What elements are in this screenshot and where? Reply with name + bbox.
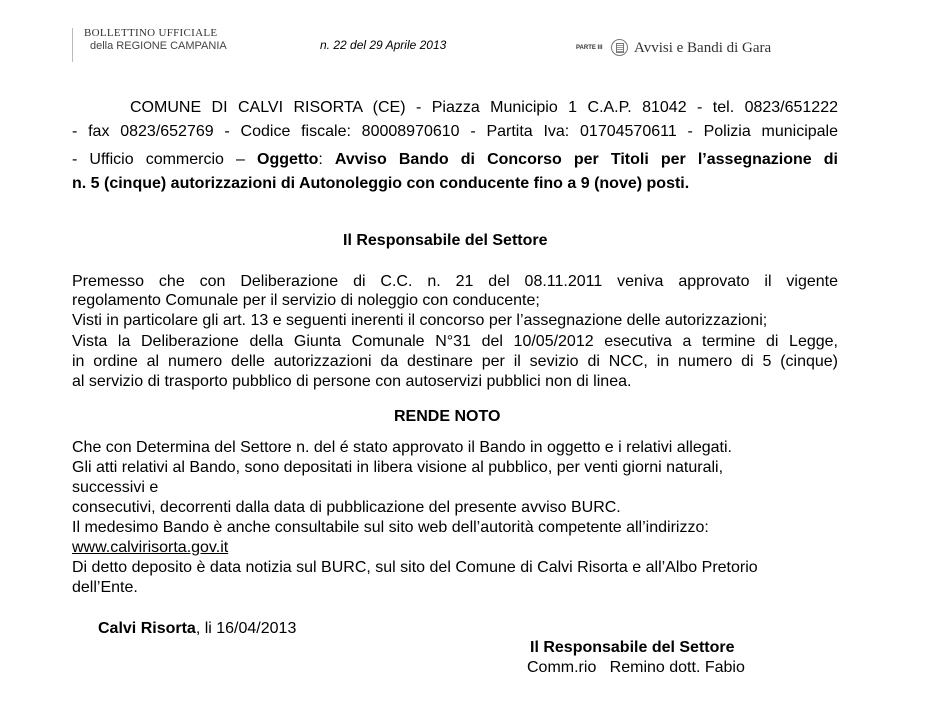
heading-responsabile: Il Responsabile del Settore bbox=[343, 232, 548, 249]
heading-rende-noto: RENDE NOTO bbox=[394, 408, 501, 425]
premise-line: Visti in particolare gli art. 13 e seguenti inerenti il concorso per l’assegnazione delle autorizzazioni; bbox=[72, 312, 768, 329]
intro-line bbox=[72, 150, 838, 170]
section-title: Avvisi e Bandi di Gara bbox=[634, 40, 772, 56]
intro-text: - Ufficio commercio – bbox=[72, 151, 258, 168]
part-label: PARTE III bbox=[576, 45, 603, 51]
premise-line: regolamento Comunale per il servizio di noleggio con conducente; bbox=[72, 292, 540, 309]
subject-text: n. 5 (cinque) autorizzazioni di Autonoleggio con conducente fino a 9 (nove) posti. bbox=[72, 175, 690, 192]
date: , li 16/04/2013 bbox=[195, 620, 297, 637]
notice-line: Di detto deposito è data notizia sul BURC, sul sito del Comune di Calvi Risorta e all’Albo Pretorio bbox=[72, 559, 758, 576]
issue-number: n. 22 del 29 Aprile 2013 bbox=[320, 38, 447, 52]
bulletin-title: BOLLETTINO UFFICIALE bbox=[84, 27, 218, 39]
bulletin-region: della REGIONE CAMPANIA bbox=[90, 40, 227, 52]
premise-line: Vista la Deliberazione della Giunta Comunale N°31 del 10/05/2012 esecutiva a termine di Legge, bbox=[72, 333, 838, 350]
document-icon bbox=[611, 39, 628, 56]
premise-line: al servizio di trasporto pubblico di persone con autoservizi pubblici non di linea. bbox=[72, 373, 632, 390]
place: Calvi Risorta bbox=[98, 620, 196, 637]
notice-line: successivi e bbox=[72, 479, 159, 496]
premise-line: in ordine al numero delle autorizzazioni da destinare per il sevizio di NCC, in numero di 5 (cinque) bbox=[72, 353, 838, 370]
notice-line: Il medesimo Bando è anche consultabile sul sito web dell’autorità competente all’indirizzo: bbox=[72, 519, 709, 536]
signature-title: Il Responsabile del Settore bbox=[530, 639, 735, 656]
notice-line: consecutivi, decorrenti dalla data di pubblicazione del presente avviso BURC. bbox=[72, 499, 621, 516]
intro-line: COMUNE DI CALVI RISORTA (CE) - Piazza Municipio 1 C.A.P. 81042 - tel. 0823/651222 bbox=[130, 99, 838, 116]
notice-line: Gli atti relativi al Bando, sono depositati in libera visione al pubblico, per venti giorni naturali, bbox=[72, 459, 724, 476]
subject-label: Oggetto bbox=[257, 151, 319, 168]
intro-line: - fax 0823/652769 - Codice fiscale: 80008970610 - Partita Iva: 01704570611 - Polizia municipale bbox=[72, 123, 838, 140]
notice-line bbox=[72, 538, 838, 558]
signature-name: Comm.rio Remino dott. Fabio bbox=[527, 659, 745, 676]
place-date bbox=[98, 620, 296, 638]
header-divider bbox=[72, 28, 73, 62]
premise-line: Premesso che con Deliberazione di C.C. n. 21 del 08.11.2011 veniva approvato il vigente bbox=[72, 273, 838, 290]
intro-text: : bbox=[318, 151, 335, 168]
subject-text: Avviso Bando di Concorso per Titoli per l’assegnazione di bbox=[334, 151, 839, 168]
notice-line: dell’Ente. bbox=[72, 579, 138, 596]
notice-line: Che con Determina del Settore n. del é stato approvato il Bando in oggetto e i relativi allegati. bbox=[72, 439, 732, 456]
website-link[interactable]: www.calvirisorta.gov.it bbox=[72, 539, 229, 556]
